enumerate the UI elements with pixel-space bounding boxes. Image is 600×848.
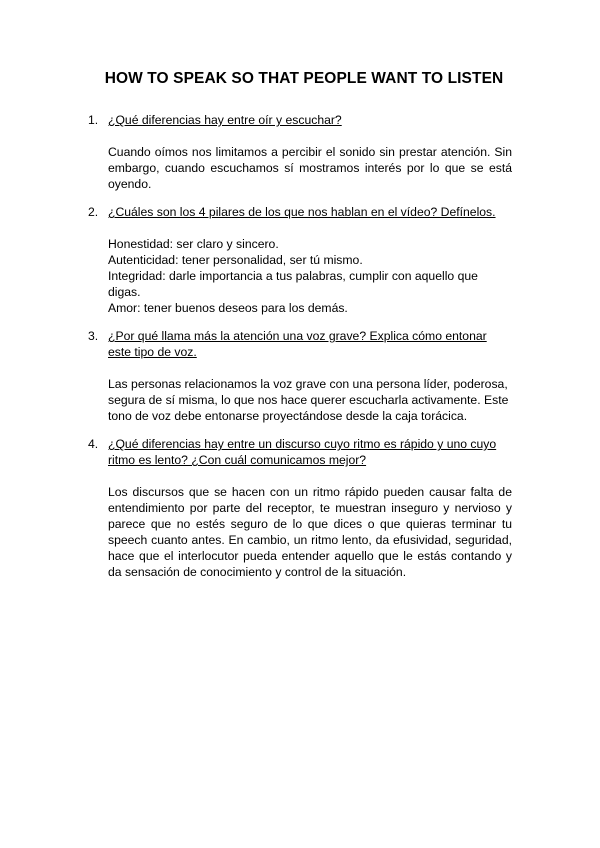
- question-text: ¿Qué diferencias hay entre oír y escuchar?: [108, 113, 342, 127]
- question-number: 2.: [88, 205, 99, 220]
- question-number: 1.: [88, 113, 99, 127]
- answer-line: Integridad: darle importancia a tus palabras, cumplir con aquello que digas.: [108, 269, 478, 300]
- answer-line: Honestidad: ser claro y sincero.: [108, 237, 279, 252]
- answer-paragraph: Los discursos que se hacen con un ritmo rápido pueden causar falta de entendimiento por parte del receptor, te muestran inseguro y nervioso y parece que no estés seguro de lo que dices o que quieras terminar tu speech cuanto antes. En cambio, un ritmo lento, da efusividad, seguridad, hace que el interlocutor pueda entender aquello que le estás contando y da sensación de conocimiento y control de la situación.: [108, 485, 512, 580]
- answer-line: Autenticidad: tener personalidad, ser tú mismo.: [108, 253, 363, 268]
- answer-line: Amor: tener buenos deseos para los demás.: [108, 301, 348, 316]
- answer-paragraph: [108, 376, 512, 424]
- question-number: 3.: [88, 329, 99, 344]
- answer-line: Las personas relacionamos la voz grave con una persona líder, poderosa,: [108, 377, 508, 392]
- question-item-2: [88, 204, 512, 316]
- answer-line: tono de voz debe entonarse proyectándose desde la caja torácica.: [108, 409, 468, 424]
- question-text: ¿Por qué llama más la atención una voz grave? Explica cómo entonar este tipo de voz.: [108, 329, 487, 360]
- answer-line: segura de sí misma, lo que nos hace querer escucharla activamente. Este: [108, 393, 509, 408]
- question-number: 4.: [88, 437, 99, 452]
- question-item-4: [88, 436, 512, 580]
- question-text: ¿Cuáles son los 4 pilares de los que nos hablan en el vídeo? Defínelos.: [108, 205, 496, 220]
- question-item-1: [88, 112, 512, 192]
- document-title: HOW TO SPEAK SO THAT PEOPLE WANT TO LISTEN: [104, 70, 504, 87]
- question-text: ¿Qué diferencias hay entre un discurso cuyo ritmo es rápido y uno cuyo ritmo es lento? ¿Con cuál comunicamos mejor?: [108, 437, 497, 468]
- question-item-3: [88, 328, 512, 424]
- answer-paragraph: [108, 236, 512, 316]
- question-list: [88, 112, 512, 580]
- answer-paragraph: Cuando oímos nos limitamos a percibir el sonido sin prestar atención. Sin embargo, cuando escuchamos sí mostramos interés por lo que se está oyendo.: [108, 145, 512, 191]
